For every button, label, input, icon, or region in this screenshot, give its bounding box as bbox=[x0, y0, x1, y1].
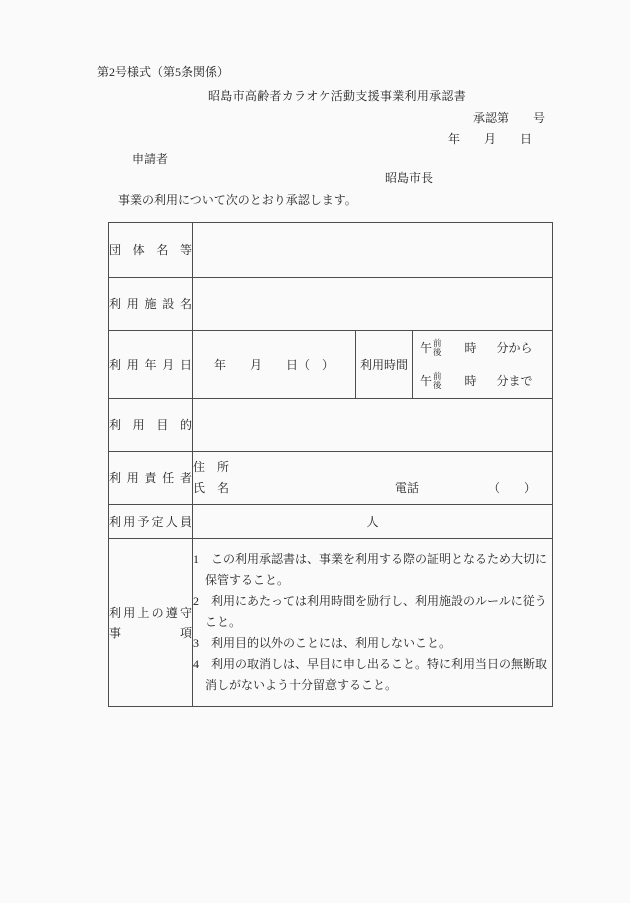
row-group-name bbox=[109, 223, 553, 278]
row-purpose bbox=[109, 399, 553, 452]
usage-rule-line: 3 利用目的以外のことには、利用しないこと。 bbox=[193, 636, 452, 650]
approval-form-table bbox=[108, 222, 553, 707]
pm-option: 後 bbox=[433, 380, 442, 390]
applicant-label: 申請者 bbox=[132, 152, 169, 166]
row-facility-name bbox=[109, 278, 553, 331]
usage-rule-line: 保管すること。 bbox=[193, 573, 290, 587]
issue-date-line: 年 月 日 bbox=[447, 132, 532, 146]
name-phone-line bbox=[193, 478, 552, 499]
facility-name-label: 利用施設名 bbox=[109, 278, 193, 331]
usage-date-value-cell: 年 月 日（ ） bbox=[193, 331, 356, 399]
usage-time-label: 利用時間 bbox=[356, 331, 413, 399]
usage-date-label: 利用年月日 bbox=[109, 331, 193, 399]
am-option: 前 bbox=[433, 370, 442, 381]
usage-rule-line: こと。 bbox=[193, 615, 242, 629]
name-label: 氏 名 bbox=[193, 481, 230, 495]
usage-rules-list bbox=[193, 539, 553, 707]
row-usage-rules bbox=[109, 539, 553, 707]
row-usage-date-time bbox=[109, 331, 553, 399]
minutes-until-label: 分まで bbox=[496, 374, 533, 388]
approval-number-line: 承認第 号 bbox=[472, 111, 545, 125]
expected-participants-label: 利用予定人員 bbox=[109, 505, 193, 539]
usage-rules-label bbox=[109, 539, 193, 707]
responsible-person-value-cell bbox=[193, 452, 553, 505]
row-expected-participants bbox=[109, 505, 553, 539]
pm-option: 後 bbox=[433, 347, 442, 357]
mayor-label: 昭島市長 bbox=[385, 171, 434, 185]
usage-time-value-cell bbox=[413, 331, 553, 399]
phone-label: 電話 bbox=[395, 481, 420, 495]
am-pm-prefix: 午 bbox=[420, 374, 433, 388]
address-label: 住 所 bbox=[193, 460, 230, 474]
document-title: 昭島市高齢者カラオケ活動支援事業利用承認書 bbox=[208, 89, 467, 103]
am-pm-stack bbox=[433, 372, 442, 391]
phone-parentheses: （ ） bbox=[488, 481, 537, 495]
usage-rules-label-line1: 利用上の遵守 bbox=[109, 605, 192, 620]
am-pm-stack bbox=[433, 339, 442, 358]
form-number: 第2号様式（第5条関係） bbox=[97, 65, 230, 79]
row-responsible-person bbox=[109, 452, 553, 505]
hour-label: 時 bbox=[464, 341, 477, 355]
hour-label: 時 bbox=[464, 374, 477, 388]
time-from-line bbox=[413, 332, 552, 365]
usage-rules-label-line2: 事項 bbox=[109, 625, 192, 640]
am-option: 前 bbox=[433, 337, 442, 348]
minutes-from-label: 分から bbox=[496, 341, 533, 355]
usage-rule-line: 4 利用の取消しは、早目に申し出ること。特に利用当日の無断取 bbox=[193, 657, 548, 671]
facility-name-value-cell bbox=[193, 278, 553, 331]
usage-rule-line: 2 利用にあたっては利用時間を励行し、利用施設のルールに従う bbox=[193, 594, 547, 608]
time-until-line bbox=[413, 365, 552, 398]
group-name-label: 団体名等 bbox=[109, 223, 193, 278]
purpose-value-cell bbox=[193, 399, 553, 452]
am-pm-prefix: 午 bbox=[420, 341, 433, 355]
responsible-person-label: 利用責任者 bbox=[109, 452, 193, 505]
usage-rule-line: 消しがないよう十分留意すること。 bbox=[193, 678, 398, 692]
usage-rule-line: 1 この利用承認書は、事業を利用する際の証明となるため大切に bbox=[193, 552, 548, 566]
group-name-value-cell bbox=[193, 223, 553, 278]
approval-statement: 事業の利用について次のとおり承認します。 bbox=[118, 193, 357, 207]
expected-participants-value-cell: 人 bbox=[193, 505, 553, 539]
purpose-label: 利用目的 bbox=[109, 399, 193, 452]
